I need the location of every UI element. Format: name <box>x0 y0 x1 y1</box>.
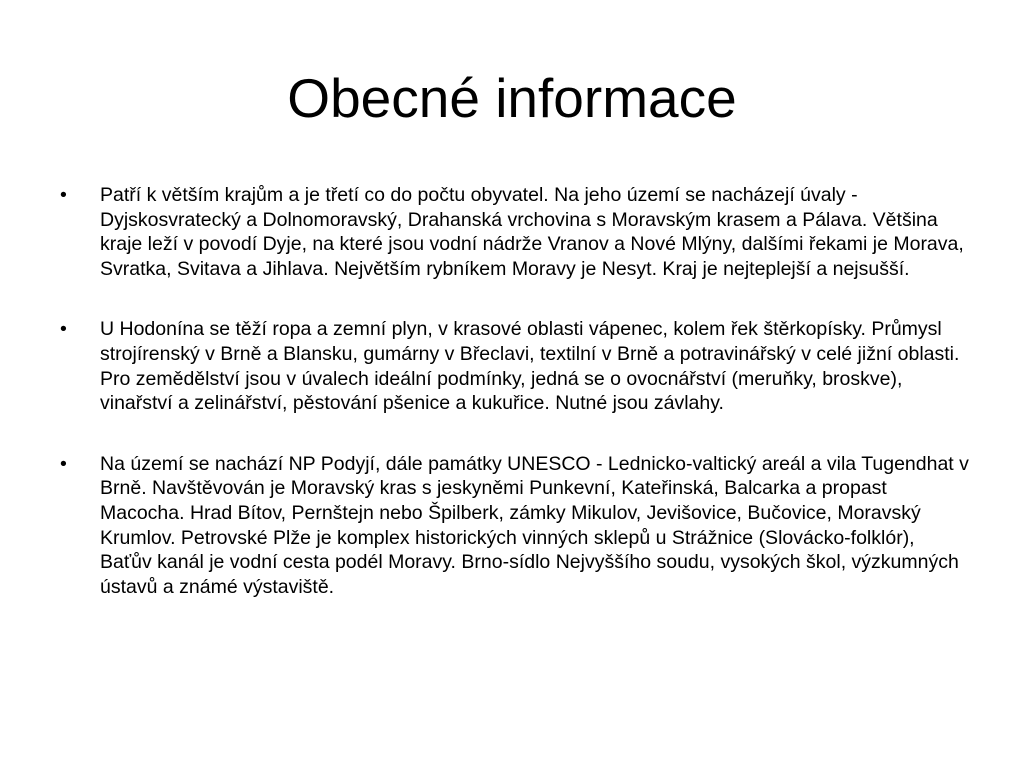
bullet-text: Patří k větším krajům a je třetí co do počtu obyvatel. Na jeho území se nacházejí úvaly - Dyjskosvratecký a Dolnomoravský, Drahanská vrchovina s Moravským krasem a Pálava. Většina kraje leží v povodí Dyje, na které jsou vodní nádrže Vranov a Nové Mlýny, dalšími řekami je Morava, Svratka, Svitava a Jihlava. Největším rybníkem Moravy je Nesyt. Kraj je nejteplejší a nejsušší. <box>100 184 964 280</box>
bullet-item <box>60 452 970 600</box>
bullet-text: Na území se nachází NP Podyjí, dále památky UNESCO - Lednicko-valtický areál a vila Tugendhat v Brně. Navštěvován je Moravský kras s jeskyněmi Punkevní, Kateřinská, Balcarka a propast Macocha. Hrad Bítov, Pernštejn nebo Špilberk, zámky Mikulov, Jevišovice, Bučovice, Moravský Krumlov. Petrovské Plže je komplex historických vinných sklepů u Strážnice (Slovácko-folklór), Baťův kanál je vodní cesta podél Moravy. Brno-sídlo Nejvyššího soudu, vysokých škol, výzkumných ústavů a známé výstaviště. <box>100 452 969 598</box>
bullet-icon: • <box>60 184 67 206</box>
bullet-icon: • <box>60 318 67 341</box>
slide-title: Obecné informace <box>287 67 737 129</box>
bullet-item <box>60 317 970 415</box>
bullet-item <box>60 183 970 281</box>
bullet-icon: • <box>60 452 67 475</box>
bullet-list <box>60 183 970 599</box>
bullet-text: U Hodonína se těží ropa a zemní plyn, v krasové oblasti vápenec, kolem řek štěrkopísky. Průmysl strojírenský v Brně a Blansku, gumárny v Břeclavi, textilní v Brně a potravinářský v celé jižní oblasti. Pro zemědělství jsou v úvalech ideální podmínky, jedná se o ovocnářství (meruňky, broskve), vinařství a zelinářství, pěstování pšenice a kukuřice. Nutné jsou závlahy. <box>100 318 960 415</box>
